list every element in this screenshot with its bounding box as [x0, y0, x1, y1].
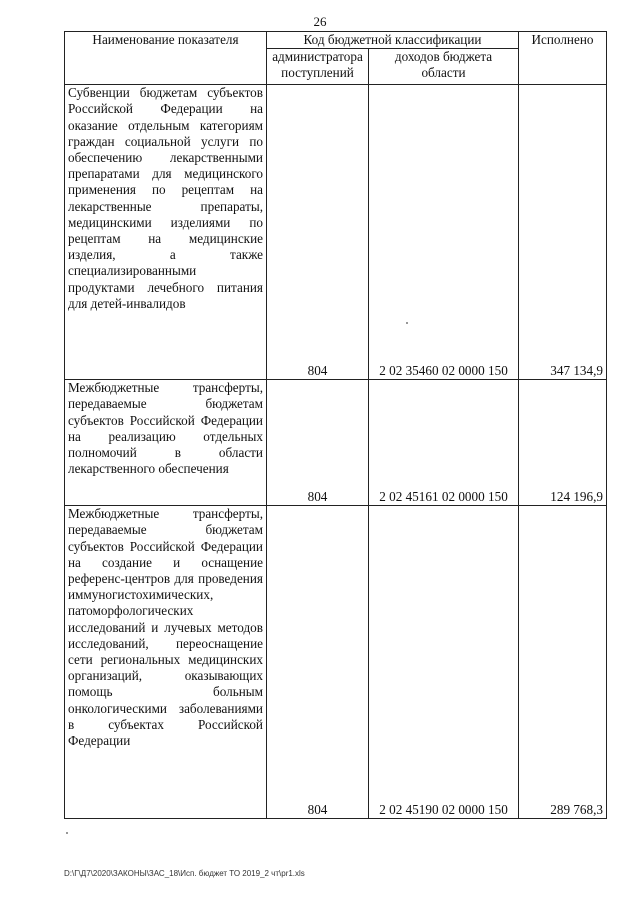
- executed-amount: 124 196,9: [519, 380, 607, 506]
- indicator-name: Межбюджетные трансферты, передаваемые бюджетам субъектов Российской Федерации на создание и оснащение референс-центров для проведения иммуногистохимических, патоморфологических исследований и лучевых методов исследований, переоснащение сети региональных медицинских организаций, оказывающих помощь больным онкологическими заболеваниями в субъектах Российской Федерации: [65, 506, 267, 819]
- admin-code: 804: [267, 85, 369, 380]
- page-number: 26: [313, 14, 327, 29]
- name-column-header: Наименование показателя: [65, 32, 267, 85]
- table-row: [65, 85, 607, 380]
- file-path-footer: D:\Г\Д7\2020\ЗАКОНЫ\ЗАС_18\Исп. бюджет ТО 2019_2 чт\pr1.xls: [64, 869, 305, 878]
- admin-code: 804: [267, 380, 369, 506]
- table-row: [65, 506, 607, 819]
- admin-column-header: администратора поступлений: [267, 49, 369, 85]
- budget-table: [64, 31, 607, 819]
- executed-amount: 289 768,3: [519, 506, 607, 819]
- classification-column-header: Код бюджетной классификации: [267, 32, 519, 49]
- admin-code: 804: [267, 506, 369, 819]
- scan-speck: [66, 832, 68, 834]
- income-code: 2 02 45161 02 0000 150: [369, 380, 519, 506]
- income-code: 2 02 35460 02 0000 150: [369, 85, 519, 380]
- scan-speck: [406, 322, 408, 324]
- executed-column-header: Исполнено: [519, 32, 607, 85]
- income-column-header: доходов бюджета области: [369, 49, 519, 85]
- income-code: 2 02 45190 02 0000 150: [369, 506, 519, 819]
- indicator-name: Субвенции бюджетам субъектов Российской Федерации на оказание отдельным категориям граждан социальной услуги по обеспечению лекарственными препаратами для медицинского применения по рецептам на лекарственные препараты, медицинскими изделиями по рецептам на медицинские изделия, а также специализированными продуктами лечебного питания для детей-инвалидов: [65, 85, 267, 380]
- table-row: [65, 380, 607, 506]
- executed-amount: 347 134,9: [519, 85, 607, 380]
- header-row: [65, 32, 607, 49]
- indicator-name: Межбюджетные трансферты, передаваемые бюджетам субъектов Российской Федерации на реализацию отдельных полномочий в области лекарственного обеспечения: [65, 380, 267, 506]
